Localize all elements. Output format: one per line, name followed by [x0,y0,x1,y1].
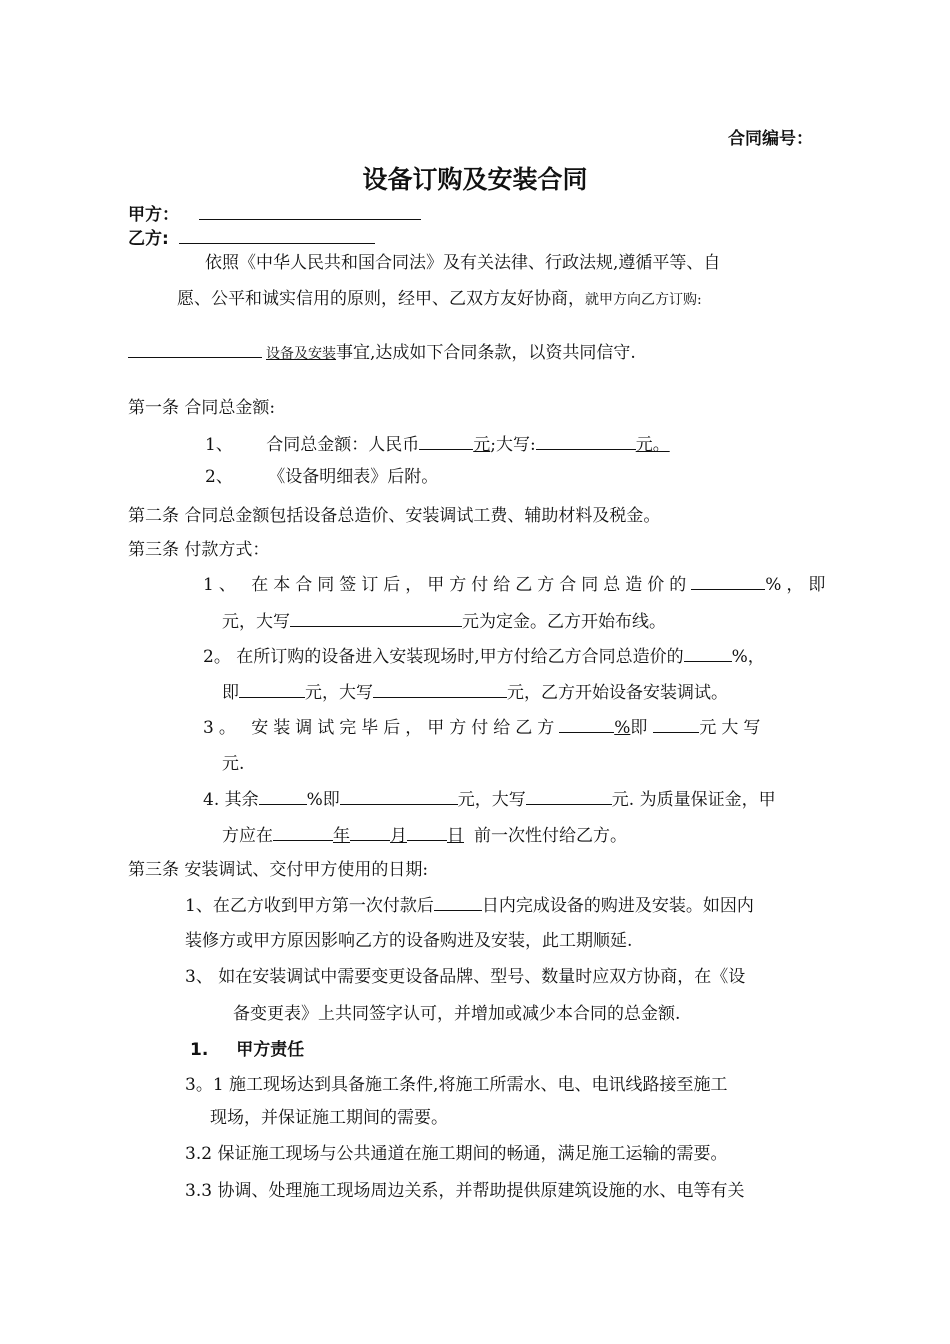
payment-3-unit: 元大写 [699,718,766,738]
payment-1-line-1 [203,573,830,596]
art1-item-2 [205,466,438,488]
payment-3-line-2: 元. [222,754,245,774]
payment-1-percent: %，即 [765,575,831,595]
resp-3-2: 3.2 保证施工现场与公共通道在施工期间的畅通，满足施工运输的需要。 [185,1144,728,1164]
daxie-blank[interactable] [536,433,636,450]
payment-3-percent-blank[interactable] [559,716,614,733]
payment-3-text: 3。 安装调试完毕后，甲方付给乙方 [203,718,560,738]
art1-item-2-num: 2、 [205,467,233,487]
payment-4-amount-blank[interactable] [340,788,458,805]
year-blank[interactable] [273,824,333,841]
payment-4-line-1 [203,788,776,811]
payment-4-rest: 元. 为质量保证金，甲 [611,790,776,810]
schedule-3-line-1: 3、 如在安装调试中需要变更设备品牌、型号、数量时应双方协商，在《设 [185,967,746,987]
preamble-line-2 [177,288,702,311]
resp-3-1-line-1: 3。1 施工现场达到具备施工条件,将施工所需水、电、电讯线路接至施工 [185,1075,728,1095]
payment-4-line-2 [222,824,627,847]
responsibility-num: 1. [190,1040,209,1060]
schedule-1-line-1 [185,894,754,917]
payment-1-unit: 元，大写 [222,612,290,632]
preamble-line-1: 依照《中华人民共和国合同法》及有关法律、行政法规,遵循平等、自 [205,253,721,273]
party-a-blank[interactable] [199,203,421,220]
preamble-line-2-text: 愿、公平和诚实信用的原则，经甲、乙双方友好协商， [177,289,585,309]
payment-1-daxie-blank[interactable] [290,610,462,627]
payment-4-rest-2: 前一次性付给乙方。 [474,826,627,846]
payment-4-deadline-label: 方应在 [222,826,273,846]
month-blank[interactable] [350,824,390,841]
payment-2-rest: 元，乙方开始设备安装调试。 [507,683,728,703]
schedule-3-line-2: 备变更表》上共同签字认可，并增加或减少本合同的总金额. [233,1004,681,1024]
amount-unit: 元 [473,435,491,455]
payment-2-unit: 元，大写 [305,683,373,703]
responsibility-heading [190,1039,304,1061]
preamble-line-2-small: 就甲方向乙方订购: [585,292,702,308]
payment-4-percent-blank[interactable] [259,788,307,805]
payment-4-unit: 元，大写 [457,790,526,810]
amount-blank[interactable] [419,433,473,450]
resp-3-1-line-2: 现场，并保证施工期间的需要。 [210,1108,448,1128]
payment-1-line-2 [222,610,666,633]
payment-1-rest: 元为定金。乙方开始布线。 [462,612,666,632]
payment-2-percent-blank[interactable] [684,645,732,662]
schedule-1-text: 1、在乙方收到甲方第一次付款后 [185,896,434,916]
schedule-1-rest: 日内完成设备的购进及安装。如因内 [481,896,754,916]
day-blank[interactable] [407,824,447,841]
payment-1-percent-blank[interactable] [691,573,765,590]
document-title: 设备订购及安装合同 [362,165,588,194]
payment-1-text: 1、 在本合同签订后，甲方付给乙方合同总造价的 [203,575,692,595]
year-label: 年 [333,826,350,846]
payment-2-amount-blank[interactable] [239,681,305,698]
art3b-heading: 第三条 安装调试、交付甲方使用的日期: [128,860,429,880]
payment-2-line-1 [203,645,765,668]
preamble-item: 设备及安装 [266,346,336,362]
payment-4-text: 4. 其余 [203,790,259,810]
party-b-label: 乙方: [128,229,169,249]
month-label: 月 [390,826,407,846]
art3-heading: 第三条 付款方式： [128,540,270,560]
art1-heading: 第一条 合同总金额: [128,398,276,418]
art2-heading: 第二条 合同总金额包括设备总造价、安装调试工费、辅助材料及税金。 [128,506,661,526]
party-b-blank[interactable] [179,227,375,244]
payment-2-text: 2。 在所订购的设备进入安装现场时,甲方付给乙方合同总造价的 [203,647,684,667]
party-a-line [128,203,421,226]
art1-item-1-num: 1、 [205,435,233,455]
day-label: 日 [447,826,464,846]
payment-2-daxie-blank[interactable] [373,681,507,698]
resp-3-3: 3.3 协调、处理施工现场周边关系，并帮助提供原建筑设施的水、电等有关 [185,1181,745,1201]
party-a-label: 甲方： [128,205,179,225]
daxie-unit: 元。 [635,435,670,455]
payment-3-percent: % [614,718,631,738]
payment-3-amount-blank[interactable] [653,716,699,733]
art1-item-2-text: 《设备明细表》后附。 [268,467,439,487]
payment-3-line-1 [203,716,765,739]
payment-2-percent: %， [731,647,765,667]
responsibility-title: 甲方责任 [236,1040,305,1060]
daxie-label: ;大写: [490,435,536,455]
contract-number-label: 合同编号： [728,129,813,149]
art1-item-1 [205,433,670,456]
payment-4-daxie-blank[interactable] [526,788,612,805]
payment-2-line-2 [222,681,728,704]
payment-3-ji: 即 [630,718,648,738]
party-b-line [128,227,375,250]
preamble-blank[interactable] [128,341,262,358]
payment-2-ji: 即 [222,683,239,703]
schedule-1-line-2: 装修方或甲方原因影响乙方的设备购进及安装，此工期顺延. [185,931,633,951]
preamble-line-3-rest: 事宜,达成如下合同条款，以资共同信守. [336,343,636,363]
preamble-line-3 [128,341,636,365]
schedule-days-blank[interactable] [434,894,482,911]
payment-4-percent: %即 [306,790,340,810]
art1-item-1-text: 合同总金额：人民币 [266,435,420,455]
